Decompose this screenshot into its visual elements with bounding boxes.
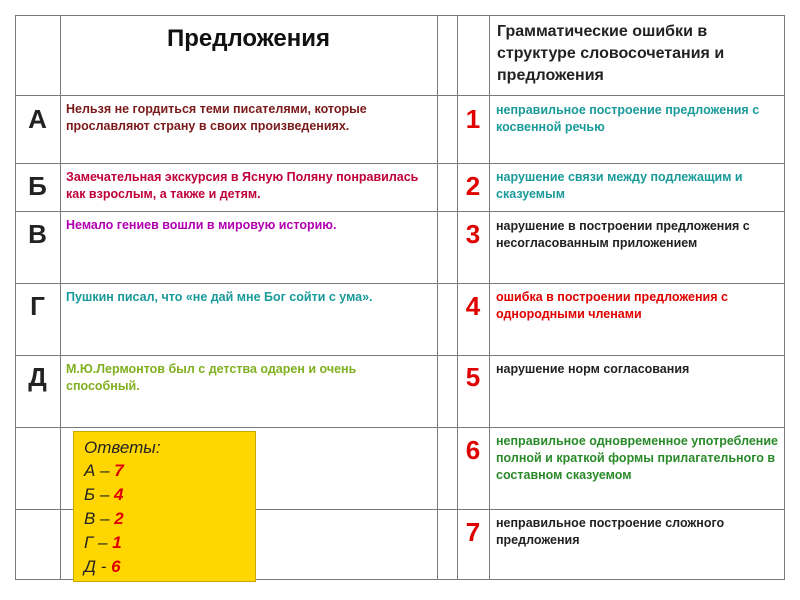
- answer-item: В – 2: [84, 509, 124, 528]
- row-error: нарушение норм согласования: [496, 362, 690, 376]
- row-sentence: Нельзя не гордиться теми писателями, которые прославляют страну в своих произведениях.: [66, 102, 367, 133]
- row-letter: Б: [28, 171, 47, 201]
- row-sentence: Пушкин писал, что «не дай мне Бог сойти с ума».: [66, 290, 373, 304]
- answer-item: Б – 4: [84, 485, 124, 504]
- row-error: нарушение связи между подлежащим и сказуемым: [496, 170, 743, 201]
- row-sentence: Замечательная экскурсия в Ясную Поляну понравилась как взрослым, а также и детям.: [66, 170, 419, 201]
- row-number: 2: [465, 171, 481, 201]
- row-number: 3: [465, 219, 481, 249]
- row-letter: Г: [30, 291, 45, 321]
- row-error: ошибка в построении предложения с однородными членами: [496, 290, 728, 321]
- row-number: 5: [465, 362, 481, 392]
- row-error: неправильное построение сложного предложения: [496, 516, 725, 547]
- answers-box: [73, 431, 256, 582]
- answer-item: Г – 1: [84, 533, 122, 552]
- row-number: 4: [465, 291, 481, 321]
- header-errors-title: Грамматические ошибки в структуре словосочетания и предложения: [497, 23, 725, 84]
- row-number: 6: [465, 435, 481, 465]
- row-letter: В: [28, 219, 47, 249]
- row-number: 1: [465, 104, 481, 134]
- row-error: неправильное построение предложения с косвенной речью: [496, 103, 760, 134]
- row-sentence: М.Ю.Лермонтов был с детства одарен и очень способный.: [66, 362, 357, 393]
- row-error: нарушение в построении предложения с несогласованным приложением: [496, 219, 750, 250]
- answers-title: Ответы:: [84, 438, 161, 457]
- row-letter: Д: [28, 362, 47, 392]
- header-sentences-title: Предложения: [166, 25, 331, 52]
- row-letter: А: [28, 104, 47, 134]
- answer-item: Д - 6: [84, 557, 121, 576]
- row-sentence: Немало гениев вошли в мировую историю.: [66, 218, 337, 232]
- answer-item: А – 7: [84, 461, 124, 480]
- row-number: 7: [465, 517, 481, 547]
- row-error: неправильное одновременное употребление полной и краткой формы прилагательного в составном сказуемом: [496, 434, 778, 482]
